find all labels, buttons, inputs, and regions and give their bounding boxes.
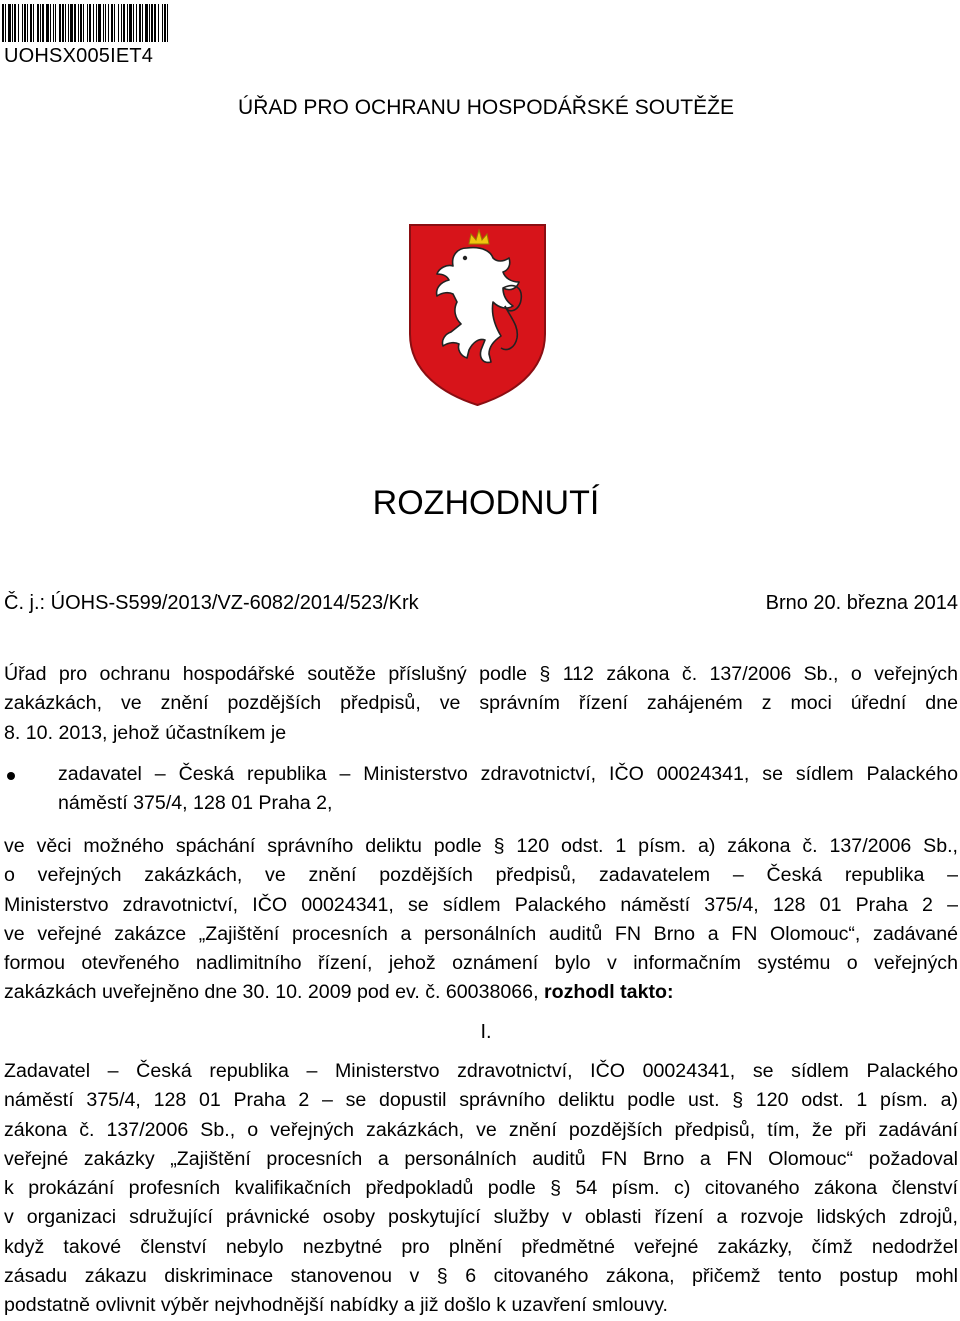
matter-line: formou otevřeného nadlimitního řízení, jehož oznámení bylo v informačním systému o veřejných	[4, 952, 958, 975]
barcode-bar	[70, 4, 73, 42]
barcode-bar	[98, 4, 101, 42]
barcode-bar	[80, 4, 82, 42]
section-line: Zadavatel – Česká republika – Ministerstvo zdravotnictví, IČO 00024341, se sídlem Palackého	[4, 1060, 958, 1082]
barcode-bar	[78, 4, 79, 42]
barcode-bar	[123, 4, 125, 42]
bullet-icon	[7, 772, 15, 780]
barcode-bar	[68, 4, 69, 42]
decision-phrase: rozhodl takto:	[543, 981, 674, 1004]
barcode-bar	[139, 4, 141, 42]
coat-of-arms-emblem	[407, 222, 548, 408]
place-date: Brno 20. března 2014	[765, 592, 958, 614]
section-line: zákona č. 137/2006 Sb., o veřejných zakázkách, ve znění pozdějších předpisů, tím, že při zadávání	[4, 1118, 958, 1141]
barcode-bar	[96, 4, 97, 42]
section-numeral: I.	[480, 1021, 492, 1043]
barcode	[2, 4, 320, 42]
participant-line: zadavatel – Česká republika – Ministerstvo zdravotnictví, IČO 00024341, se sídlem Palackého	[58, 763, 958, 785]
barcode-bar	[111, 4, 113, 42]
barcode-bar	[158, 4, 159, 42]
section-line: když takové členství nebylo nezbytné pro plnění předmětné veřejné zakázky, čímž nedodržel	[4, 1235, 958, 1258]
barcode-bar	[59, 4, 61, 42]
barcode-bar	[50, 4, 51, 42]
matter-line: zakázkách uveřejněno dne 30. 10. 2009 pod ev. č. 60038066,	[4, 981, 539, 1004]
document-title: ROZHODNUTÍ	[372, 484, 600, 522]
barcode-bar	[118, 4, 119, 42]
barcode-bar	[30, 4, 32, 42]
matter-last-line	[4, 978, 958, 1007]
intro-line: zakázkách, ve znění pozdějších předpisů, ve správním řízení zahájeném z moci úřední dne	[4, 692, 958, 715]
barcode-bar	[27, 4, 28, 42]
section-line: zásadu zákazu diskriminace stanovenou v § 6 citovaného zákona, přičemž tento postup mohl	[4, 1265, 958, 1288]
barcode-bar	[154, 4, 156, 42]
section-line: k prokázání profesních kvalifikačních předpokladů podle § 54 písm. c) citovaného zákona členství	[4, 1177, 958, 1200]
barcode-bar	[8, 4, 11, 42]
barcode-bar	[74, 4, 76, 42]
barcode-bar	[133, 4, 134, 42]
barcode-bar	[162, 4, 163, 42]
matter-line: ve věci možného spáchání správního deliktu podle § 120 odst. 1 písm. a) zákona č. 137/2006 Sb.,	[4, 835, 958, 857]
section-line: náměstí 375/4, 128 01 Praha 2 – se dopustil správního deliktu podle ust. § 120 odst. 1 písm. a)	[4, 1089, 958, 1112]
barcode-bar	[53, 4, 54, 42]
matter-line: ve veřejné zakázce „Zajištění procesních a personálních auditů FN Brno a FN Olomouc“, zadávané	[4, 922, 958, 945]
office-name: ÚŘAD PRO OCHRANU HOSPODÁŘSKÉ SOUTĚŽE	[238, 96, 734, 119]
barcode-bar	[24, 4, 26, 42]
barcode-bar	[55, 4, 56, 42]
barcode-bar	[167, 4, 168, 42]
barcode-bar	[83, 4, 84, 42]
barcode-bar	[145, 4, 148, 42]
reference-code: UOHSX005IET4	[4, 45, 154, 67]
participant-item	[58, 760, 958, 819]
barcode-bar	[108, 4, 109, 42]
section-one-paragraph	[4, 1057, 958, 1321]
barcode-bar	[5, 4, 6, 42]
barcode-bar	[129, 4, 132, 42]
matter-line: o veřejných zakázkách, ve znění pozdějších předpisů, zadavatelem – Česká republika –	[4, 864, 958, 887]
barcode-bar	[42, 4, 44, 42]
barcode-bar	[121, 4, 122, 42]
barcode-bar	[33, 4, 34, 42]
barcode-bar	[136, 4, 137, 42]
matter-paragraph	[4, 832, 958, 1008]
barcode-bar	[62, 4, 64, 42]
barcode-bar	[164, 4, 166, 42]
barcode-bar	[18, 4, 19, 42]
barcode-bar	[87, 4, 88, 42]
section-line: veřejné zakázky „Zajištění procesních a personálních auditů FN Brno a FN Olomouc“ požadoval	[4, 1147, 958, 1170]
intro-paragraph	[4, 660, 958, 748]
barcode-bar	[40, 4, 41, 42]
barcode-bar	[46, 4, 49, 42]
reference-row	[4, 592, 958, 618]
case-number: Č. j.: ÚOHS-S599/2013/VZ-6082/2014/523/Krk	[4, 592, 419, 614]
barcode-bar	[12, 4, 13, 42]
intro-line: 8. 10. 2013, jehož účastníkem je	[4, 721, 287, 744]
barcode-bar	[127, 4, 128, 42]
barcode-bar	[93, 4, 94, 42]
intro-line: Úřad pro ochranu hospodářské soutěže příslušný podle § 112 zákona č. 137/2006 Sb., o veřejných	[4, 663, 958, 685]
barcode-bar	[142, 4, 143, 42]
barcode-bar	[105, 4, 106, 42]
barcode-bar	[14, 4, 16, 42]
section-line: v organizaci sdružující právnické osoby poskytující služby v oblasti řízení a rozvoje lidských zdrojů,	[4, 1206, 958, 1229]
barcode-bar	[65, 4, 66, 42]
matter-line: Ministerstvo zdravotnictví, IČO 00024341, se sídlem Palackého náměstí 375/4, 128 01 Praha 2 –	[4, 893, 958, 916]
barcode-bar	[103, 4, 104, 42]
barcode-bar	[149, 4, 150, 42]
barcode-bar	[22, 4, 23, 42]
barcode-bar	[89, 4, 91, 42]
section-line: podstatně ovlivnit výběr nejvhodnější nabídky a již došlo k uzavření smlouvy.	[4, 1294, 668, 1317]
participant-line: náměstí 375/4, 128 01 Praha 2,	[58, 792, 333, 815]
barcode-bar	[114, 4, 115, 42]
barcode-bar	[151, 4, 153, 42]
barcode-bar	[2, 4, 4, 42]
barcode-bar	[37, 4, 39, 42]
